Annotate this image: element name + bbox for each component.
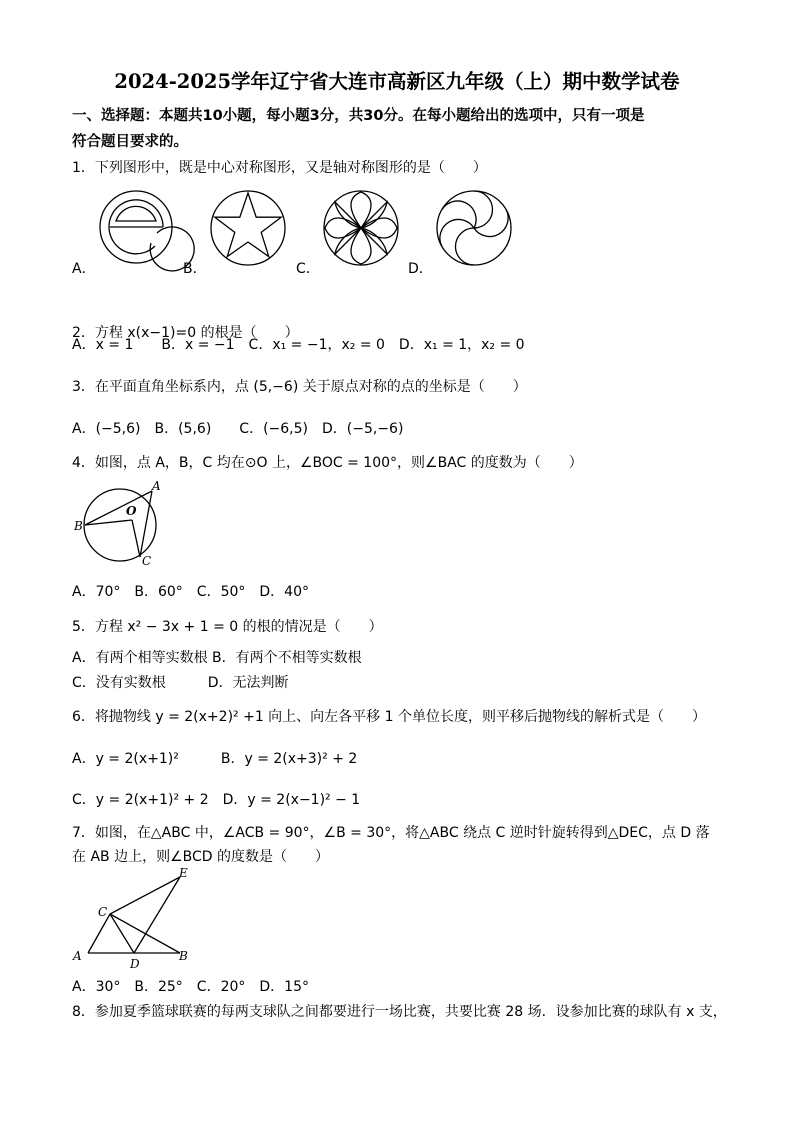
q7-label-a: A [73,949,82,963]
q1-stem: 1．下列图形中，既是中心对称图形，又是轴对称图形的是（ ） [72,160,487,176]
q4-label-o: O [126,504,137,518]
q3-options: A．(−5,6) B．(5,6) C．(−6,5) D．(−5,−6) [72,421,404,437]
q1-label-d: D． [408,261,433,277]
page-title: 2024-2025学年辽宁省大连市高新区九年级（上）期中数学试卷 [114,70,680,93]
q5-options-line2: C．没有实数根 D．无法判断 [72,675,289,691]
q1-figure-b [210,190,286,266]
q7-stem-line1: 7．如图，在△ABC 中，∠ACB = 90°，∠B = 30°，将△ABC 绕点 C 逆时针旋转得到△DEC，点 D 落 [72,825,710,841]
q4-label-c: C [142,554,152,568]
q4-stem: 4．如图，点 A，B，C 均在⊙O 上，∠BOC = 100°，则∠BAC 的度数为（ ） [72,455,583,471]
section-heading-line1: 一、选择题：本题共10小题，每小题3分，共30分。在每小题给出的选项中，只有一项是 [72,108,645,124]
q4-label-b: B [74,519,83,533]
q2-stem: 2．方程 x(x−1)=0 的根是（ ） [72,325,299,341]
q2-options: A．x = 1 B．x = −1 C．x₁ = −1，x₂ = 0 D．x₁ = 1，x₂ = 0 [72,337,525,353]
q5-stem: 5．方程 x² − 3x + 1 = 0 的根的情况是（ ） [72,619,383,635]
q7-label-d: D [130,957,140,971]
q6-stem: 6．将抛物线 y = 2(x+2)² +1 向上、向左各平移 1 个单位长度，则平移后抛物线的解析式是（ ） [72,709,706,725]
q1-figure-a [99,190,173,264]
q3-stem: 3．在平面直角坐标系内，点 (5,−6) 关于原点对称的点的坐标是（ ） [72,379,527,395]
q1-figure-c [323,190,399,266]
q7-label-b: B [179,949,188,963]
q1-figure-d [436,190,512,266]
q6-options-line1: A．y = 2(x+1)² B．y = 2(x+3)² + 2 [72,751,358,767]
q6-options-line2: C．y = 2(x+1)² + 2 D．y = 2(x−1)² − 1 [72,792,361,808]
q5-options-line1: A．有两个相等实数根 B．有两个不相等实数根 [72,650,362,666]
q7-label-e: E [179,866,188,880]
section-heading-line2: 符合题目要求的。 [72,134,188,150]
q4-label-a: A [152,479,161,493]
q7-options: A．30° B．25° C．20° D．15° [72,979,309,995]
q7-stem-line2: 在 AB 边上，则∠BCD 的度数是（ ） [72,849,329,865]
q1-label-b: B． [183,261,207,277]
q1-label-c: C． [296,261,320,277]
q1-label-a: A． [72,261,96,277]
q7-label-c: C [98,905,108,919]
q4-options: A．70° B．60° C．50° D．40° [72,584,309,600]
q8-stem: 8．参加夏季篮球联赛的每两支球队之间都要进行一场比赛，共要比赛 28 场．设参加比赛的球队有 x 支， [72,1004,727,1020]
